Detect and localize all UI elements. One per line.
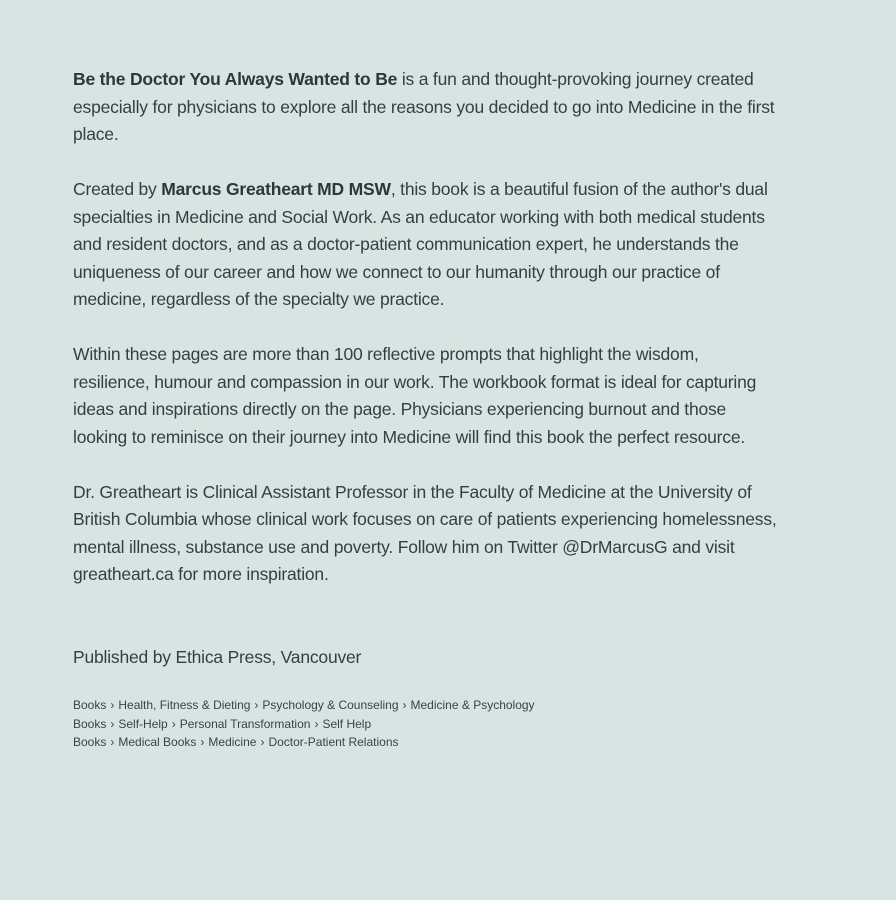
- breadcrumb-separator: ›: [110, 735, 115, 749]
- publisher-line: Published by Ethica Press, Vancouver: [73, 646, 362, 667]
- breadcrumb-item[interactable]: Medical Books: [118, 735, 197, 749]
- breadcrumb-item[interactable]: Personal Transformation: [179, 716, 311, 731]
- breadcrumb-row-2: [73, 715, 816, 734]
- description-paragraph-bio: [73, 479, 779, 589]
- description-paragraph-intro: [73, 66, 779, 149]
- breadcrumb-item[interactable]: Psychology & Counseling: [262, 698, 399, 712]
- breadcrumbs: [73, 696, 816, 752]
- description-text: , this book is a beautiful fusion of the author's dual specialties in Medicine and Social Work. As an educator working with both medical students and resident doctors, and as a doctor-patient communication expert, he understands the uniqueness of our career and how we connect to our humanity through our practice of medicine, regardless of the specialty we practice.: [73, 179, 768, 309]
- breadcrumb-separator: ›: [110, 698, 115, 712]
- breadcrumb-row-3: [73, 733, 816, 752]
- description-paragraph-author: [73, 176, 779, 314]
- breadcrumb-separator: ›: [254, 698, 259, 712]
- breadcrumb-separator: ›: [402, 698, 407, 712]
- description-text: Created by: [73, 179, 162, 199]
- breadcrumb-separator: ›: [314, 716, 319, 731]
- breadcrumb-item[interactable]: Medicine: [208, 735, 257, 749]
- description-text: is a fun and thought-provoking journey created especially for physicians to explore all the reasons you decided to go into Medicine in the first place.: [73, 69, 775, 144]
- breadcrumb-separator: ›: [200, 735, 205, 749]
- breadcrumb-separator: ›: [260, 735, 265, 749]
- description-text: Dr. Greatheart is Clinical Assistant Professor in the Faculty of Medicine at the University of British Columbia whose clinical work focuses on care of patients experiencing homelessness, mental illness, substance use and poverty. Follow him on Twitter @DrMarcusG and visit greatheart.ca for more inspiration.: [73, 481, 777, 584]
- breadcrumb-item[interactable]: Books: [73, 698, 107, 712]
- breadcrumb-item[interactable]: Books: [73, 735, 107, 749]
- breadcrumb-item[interactable]: Books: [73, 716, 107, 731]
- book-title: Be the Doctor You Always Wanted to Be: [73, 69, 398, 89]
- breadcrumb-item[interactable]: Doctor-Patient Relations: [268, 735, 399, 749]
- breadcrumb-row-1: [73, 696, 816, 715]
- description-text: Within these pages are more than 100 reflective prompts that highlight the wisdom, resilience, humour and compassion in our work. The workbook format is ideal for capturing ideas and inspirations directly on the page. Physicians experiencing burnout and those looking to reminisce on their journey into Medicine will find this book the perfect resource.: [73, 344, 757, 447]
- breadcrumb-item[interactable]: Self Help: [322, 716, 372, 731]
- breadcrumb-separator: ›: [110, 716, 115, 731]
- breadcrumb-item[interactable]: Self-Help: [118, 716, 168, 731]
- description-paragraph-prompts: [73, 341, 779, 451]
- author-name: Marcus Greatheart MD MSW: [161, 179, 391, 199]
- breadcrumb-item[interactable]: Health, Fitness & Dieting: [118, 698, 251, 712]
- breadcrumb-item[interactable]: Medicine & Psychology: [410, 698, 535, 712]
- breadcrumb-separator: ›: [171, 716, 176, 731]
